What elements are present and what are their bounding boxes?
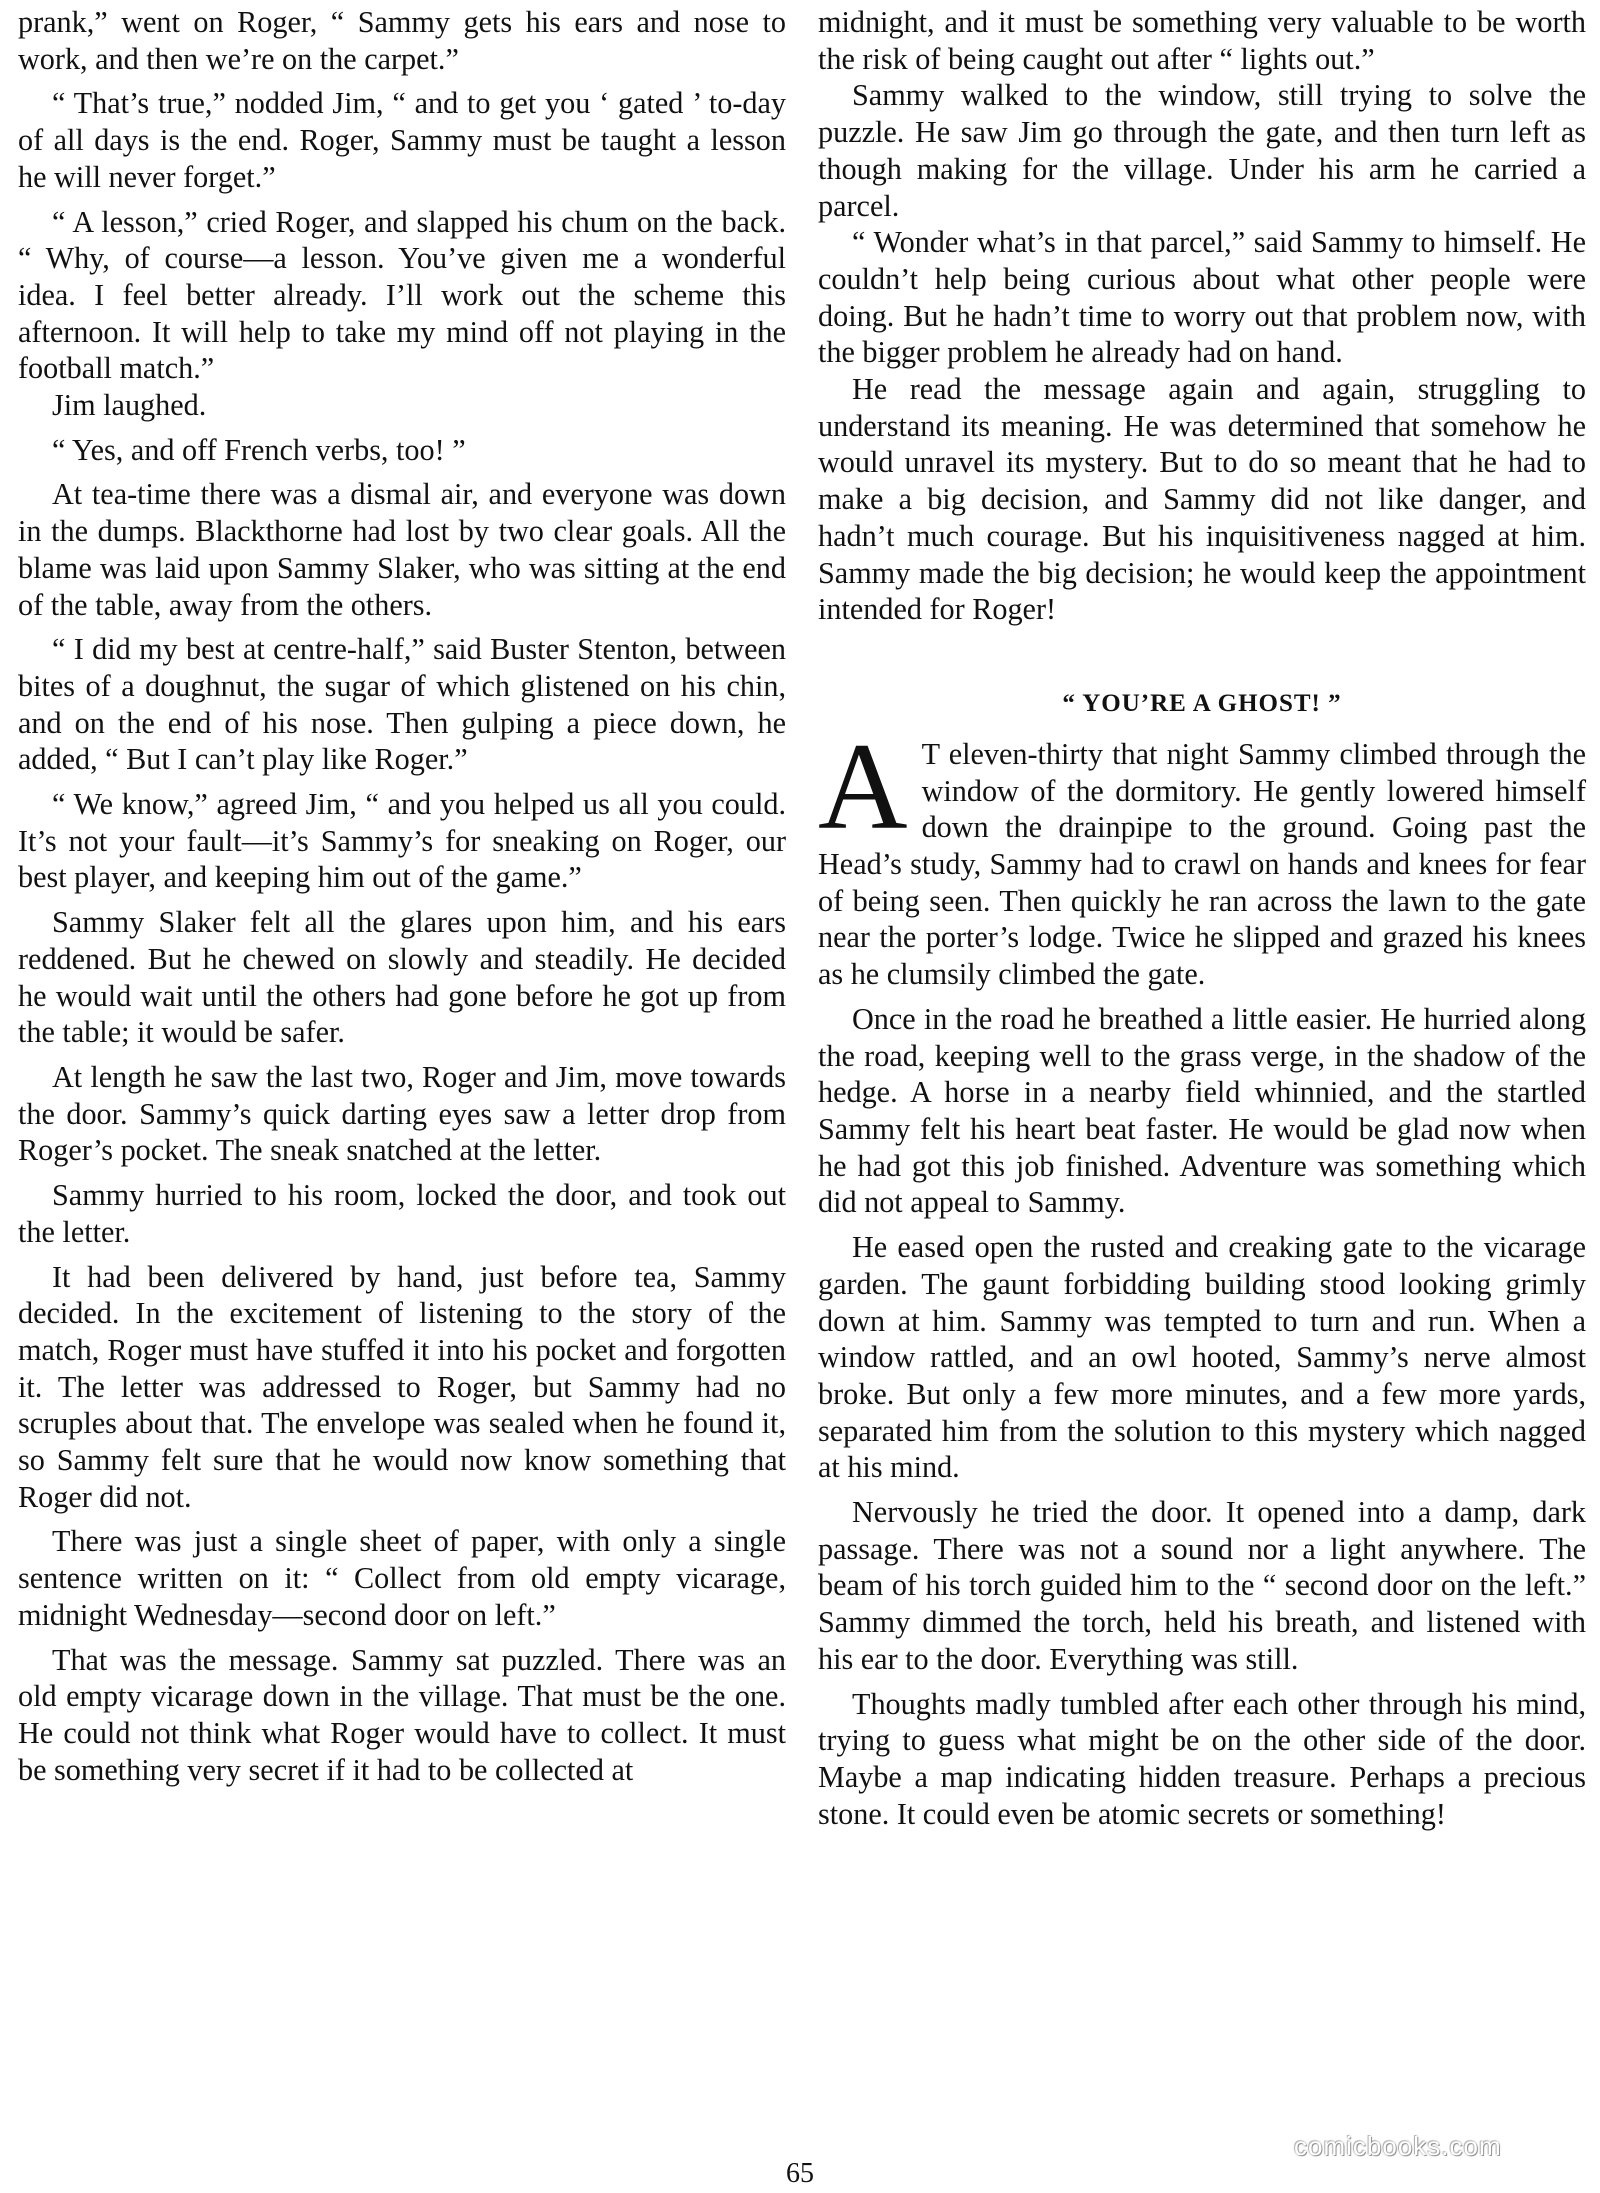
paragraph: Thoughts madly tumbled after each other through his mind, trying to guess what might be on the other side of the door. Maybe a map indicating hidden treasure. Perhaps a precious stone. It could even be atomic secrets or something!: [818, 1686, 1586, 1831]
paragraph: “ A lesson,” cried Roger, and slapped his chum on the back. “ Why, of course—a lesson. You’ve given me a wonderful idea. I feel better already. I’ll work out the scheme this afternoon. It will help to take my mind off not playing in the football match.”: [18, 204, 786, 386]
left-column: [18, 4, 786, 1788]
paragraph: Nervously he tried the door. It opened into a damp, dark passage. There was not a sound nor a light anywhere. The beam of his torch guided him to the “ second door on the left.” Sammy dimmed the torch, held his breath, and listened with his ear to the door. Everything was still.: [818, 1495, 1586, 1676]
section-heading: “ YOU’RE A GHOST! ”: [1062, 689, 1342, 717]
paragraph: He read the message again and again, struggling to understand its meaning. He was determined that somehow he would unravel its mystery. But to do so meant that he had to make a big decision, and Sammy did not like danger, and hadn’t much courage. But his inquisitiveness nagged at him. Sammy made the big decision; he would keep the appointment intended for Roger!: [818, 372, 1586, 627]
paragraph: That was the message. Sammy sat puzzled. There was an old empty vicarage down in the village. That must be the one. He could not think what Roger would have to collect. It must be something very secret if it had to be collected at: [18, 1642, 786, 1787]
paragraph: “ Yes, and off French verbs, too! ”: [52, 432, 466, 467]
paragraph: midnight, and it must be something very valuable to be worth the risk of being caught out after “ lights out.”: [818, 5, 1586, 76]
section-first-paragraph: [818, 717, 1586, 993]
paragraph: “ I did my best at centre-half,” said Buster Stenton, between bites of a doughnut, the sugar of which glistened on his chin, and on the end of his nose. Then gulping a piece down, he added, “ But I can’t play like Roger.”: [18, 632, 786, 777]
paragraph: “ We know,” agreed Jim, “ and you helped us all you could. It’s not your fault—it’s Sammy’s for sneaking on Roger, our best player, and keeping him out of the game.”: [18, 787, 786, 895]
paragraph: “ That’s true,” nodded Jim, “ and to get you ‘ gated ’ to-day of all days is the end. Roger, Sammy must be taught a lesson he will never forget.”: [18, 86, 786, 194]
paragraph: Once in the road he breathed a little easier. He hurried along the road, keeping well to the grass verge, in the shadow of the hedge. A horse in a nearby field whinnied, and the startled Sammy felt his heart beat faster. He would be glad now when he had got this job finished. Adventure was something which did not appeal to Sammy.: [818, 1001, 1586, 1220]
paragraph: Sammy walked to the window, still trying to solve the puzzle. He saw Jim go through the gate, and then turn left as though making for the village. Under his arm he carried a parcel.: [818, 78, 1586, 223]
drop-cap: A: [818, 717, 908, 855]
right-column: [818, 4, 1586, 1832]
paragraph: There was just a single sheet of paper, with only a single sentence written on it: “ Collect from old empty vicarage, midnight Wednesday—second door on left.”: [18, 1524, 786, 1632]
paragraph: Sammy Slaker felt all the glares upon him, and his ears reddened. But he chewed on slowly and steadily. He decided he would wait until the others had gone before he got up from the table; it would be safer.: [18, 905, 786, 1050]
paragraph: At length he saw the last two, Roger and Jim, move towards the door. Sammy’s quick darting eyes saw a letter drop from Roger’s pocket. The sneak snatched at the letter.: [18, 1059, 786, 1168]
paragraph: Sammy hurried to his room, locked the door, and took out the letter.: [18, 1178, 786, 1249]
page-number: 65: [786, 2158, 814, 2189]
paragraph: Jim laughed.: [52, 388, 207, 423]
paragraph: He eased open the rusted and creaking gate to the vicarage garden. The gaunt forbidding building stood looking grimly down at him. Sammy was tempted to turn and run. When a window rattled, and an owl hooted, Sammy’s nerve almost broke. But only a few more minutes, and a few more yards, separated him from the solution to this mystery which nagged at his mind.: [818, 1230, 1586, 1485]
paragraph: It had been delivered by hand, just before tea, Sammy decided. In the excitement of listening to the story of the match, Roger must have stuffed it into his pocket and forgotten it. The letter was addressed to Roger, but Sammy had no scruples about that. The envelope was sealed when he found it, so Sammy felt sure that he would now know something that Roger did not.: [18, 1259, 786, 1514]
paragraph: “ Wonder what’s in that parcel,” said Sammy to himself. He couldn’t help being curious about what other people were doing. But he hadn’t time to worry out that problem now, with the bigger problem he already had on hand.: [818, 225, 1586, 370]
first-paragraph-text: T eleven-thirty that night Sammy climbed through the window of the dormitory. He gently lowered himself down the drainpipe to the ground. Going past the Head’s study, Sammy had to crawl on hands and knees for fear of being seen. Then quickly he ran across the lawn to the gate near the porter’s lodge. Twice he slipped and grazed his knees as he clumsily climbed the gate.: [818, 736, 1586, 992]
paragraph: prank,” went on Roger, “ Sammy gets his ears and nose to work, and then we’re on the carpet.”: [18, 5, 786, 76]
paragraph: At tea-time there was a dismal air, and everyone was down in the dumps. Blackthorne had lost by two clear goals. All the blame was laid upon Sammy Slaker, who was sitting at the end of the table, away from the others.: [18, 477, 786, 622]
watermark: comicbooks.com: [1294, 2131, 1502, 2161]
